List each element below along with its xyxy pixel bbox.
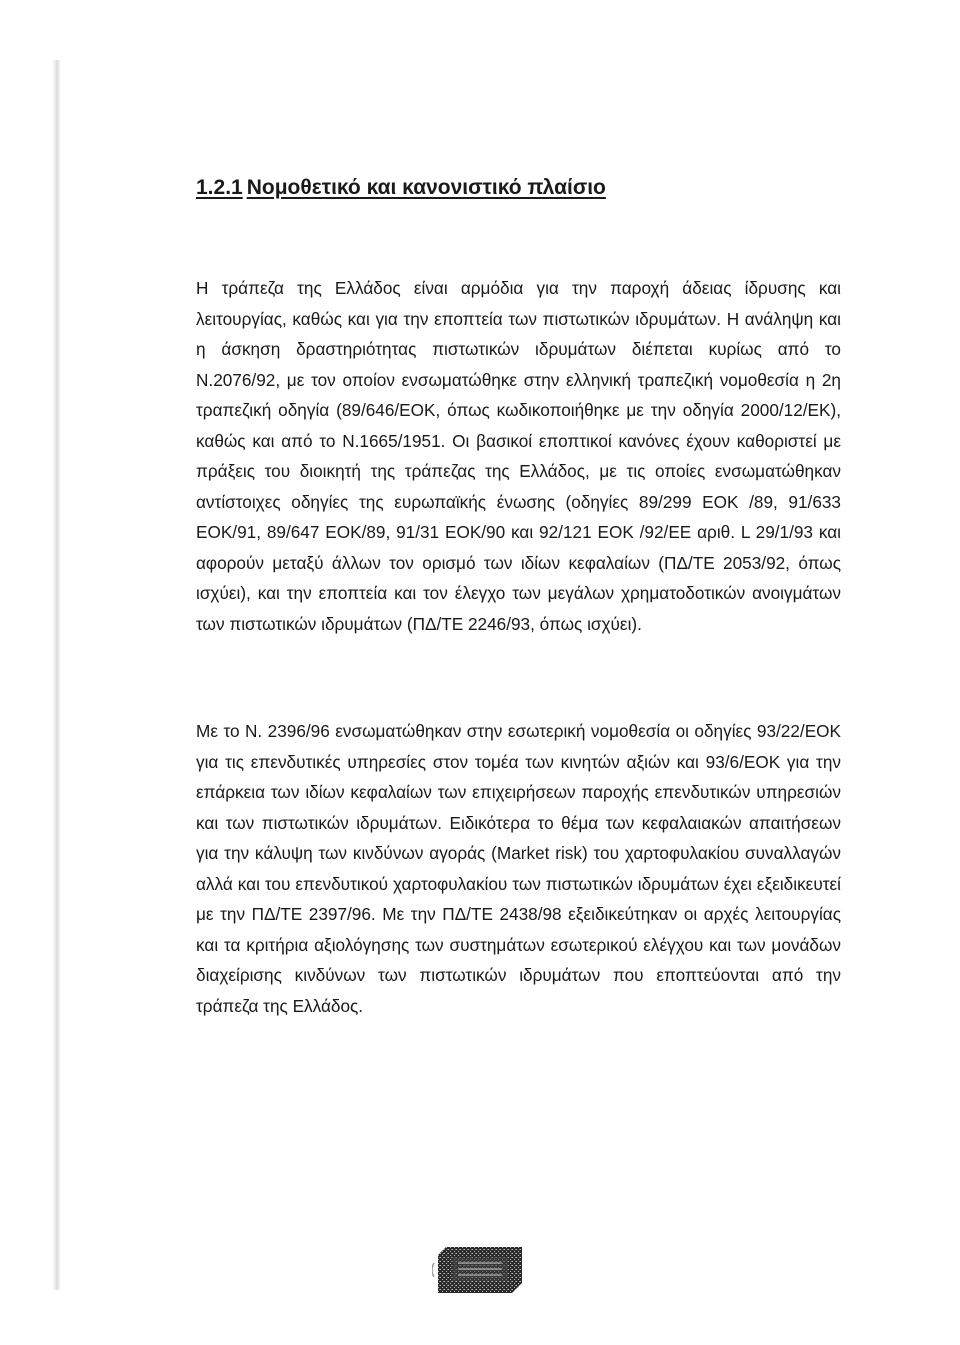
section-title: Νομοθετικό και κανονιστικό πλαίσιο bbox=[246, 176, 606, 199]
section-number: 1.2.1 bbox=[196, 176, 243, 199]
scan-edge-shadow bbox=[52, 60, 60, 1290]
footer-logo-icon bbox=[432, 1245, 528, 1295]
paragraph-2: Με το Ν. 2396/96 ενσωματώθηκαν στην εσωτερική νομοθεσία οι οδηγίες 93/22/ΕΟΚ για τις επενδυτικές υπηρεσίες στον τομέα των κινητών αξιών και 93/6/ΕΟΚ για την επάρκεια των ιδίων κεφαλαίων των επιχειρήσεων παροχής επενδυτικών υπηρεσιών και των πιστωτικών ιδρυμάτων. Ειδικότερα το θέμα των κεφαλαιακών απαιτήσεων για την κάλυψη των κινδύνων αγοράς (Market risk) του χαρτοφυλακίου συναλλαγών αλλά και του επενδυτικού χαρτοφυλακίου των πιστωτικών ιδρυμάτων έχει εξειδικευτεί με την ΠΔ/ΤΕ 2397/96. Με την ΠΔ/ΤΕ 2438/98 εξειδικεύτηκαν οι αρχές λειτουργίας και τα κριτήρια αξιολόγησης των συστημάτων εσωτερικού ελέγχου και των μονάδων διαχείρισης κινδύνων των πιστωτικών ιδρυμάτων που εποπτεύονται από την τράπεζα της Ελλάδος. bbox=[196, 721, 841, 1016]
section-heading bbox=[196, 176, 606, 200]
paragraph-1: Η τράπεζα της Ελλάδος είναι αρμόδια για την παροχή άδειας ίδρυσης και λειτουργίας, καθώς και για την εποπτεία των πιστωτικών ιδρυμάτων. Η ανάληψη και η άσκηση δραστηριότητας πιστωτικών ιδρυμάτων διέπεται κυρίως από το Ν.2076/92, με τον οποίον ενσωματώθηκε στην ελληνική τραπεζική νομοθεσία η 2η τραπεζική οδηγία (89/646/ΕΟΚ, όπως κωδικοποιήθηκε με την οδηγία 2000/12/ΕΚ), καθώς και από το Ν.1665/1951. Οι βασικοί εποπτικοί κανόνες έχουν καθοριστεί με πράξεις του διοικητή της τράπεζας της Ελλάδος, με τις οποίες ενσωματώθηκαν αντίστοιχες οδηγίες της ευρωπαϊκής ένωσης (οδηγίες 89/299 ΕΟΚ /89, 91/633 ΕΟΚ/91, 89/647 ΕΟΚ/89, 91/31 ΕΟΚ/90 και 92/121 ΕΟΚ /92/ΕΕ αριθ. L 29/1/93 και αφορούν μεταξύ άλλων τον ορισμό των ιδίων κεφαλαίων (ΠΔ/ΤΕ 2053/92, όπως ισχύει), και την εποπτεία και τον έλεγχο των μεγάλων χρηματοδοτικών ανοιγμάτων των πιστωτικών ιδρυμάτων (ΠΔ/ΤΕ 2246/93, όπως ισχύει). bbox=[196, 278, 841, 634]
